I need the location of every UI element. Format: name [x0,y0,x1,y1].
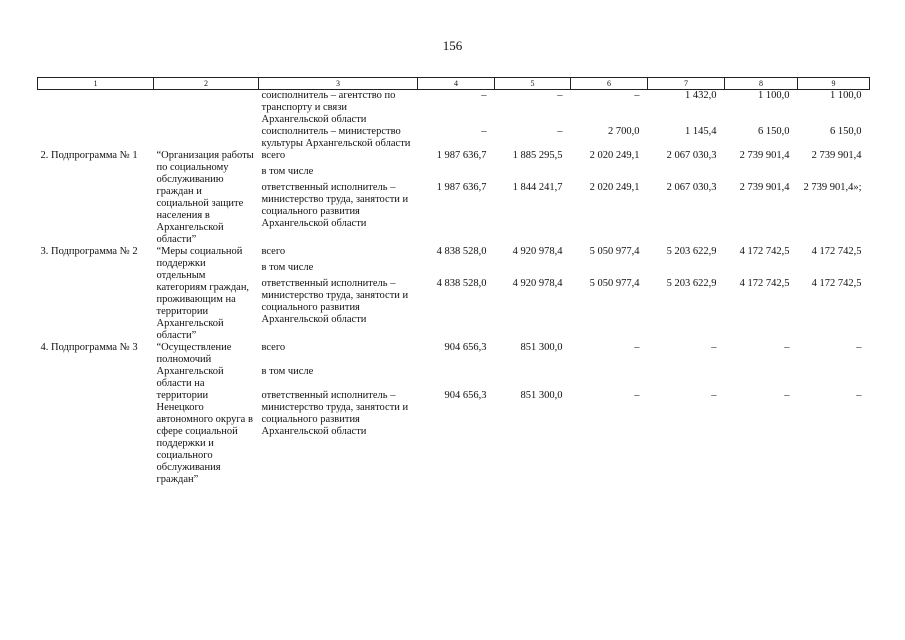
value-cell [418,366,495,390]
program-cell [38,126,154,150]
program-title-cell [154,126,259,150]
value-cell: – [557,126,563,137]
value-cell: 2 739 901,4 [739,182,790,193]
funding-source-cell: ответственный исполнитель – министерство труда, занятости и социального развития Архангельской области [261,182,409,229]
value-cell: 2 020 249,1 [589,182,640,193]
program-cell [38,90,154,127]
value-cell: 4 838 528,0 [436,246,487,257]
value-cell: 851 300,0 [520,390,563,401]
value-cell: 4 172 742,5 [739,278,790,289]
value-cell [571,366,648,390]
value-cell: – [634,90,640,101]
value-cell: 1 987 636,7 [436,150,487,161]
value-cell: 1 844 241,7 [512,182,563,193]
value-cell: 2 739 901,4 [739,150,790,161]
value-cell [798,262,870,278]
value-cell: 1 432,0 [685,90,717,101]
budget-table [37,77,870,486]
value-cell: 5 203 622,9 [666,246,717,257]
value-cell [648,366,725,390]
value-cell: – [634,342,640,353]
value-cell: – [856,390,862,401]
table-header [38,78,870,90]
value-cell: 4 920 978,4 [512,278,563,289]
column-header-6: 6 [571,78,648,90]
value-cell: – [784,390,790,401]
value-cell [725,166,798,182]
funding-source-cell: в том числе [261,366,314,377]
value-cell: 2 067 030,3 [666,150,717,161]
funding-source-cell: всего [261,150,286,161]
value-cell [571,166,648,182]
value-cell [571,262,648,278]
value-cell: 4 920 978,4 [512,246,563,257]
value-cell [495,166,571,182]
value-cell: – [481,126,487,137]
value-cell [418,262,495,278]
funding-source-cell: всего [261,246,286,257]
value-cell: 2 700,0 [608,126,640,137]
value-cell: 6 150,0 [758,126,790,137]
value-cell [418,166,495,182]
table-row [38,342,870,366]
program-title-cell [154,90,259,127]
program-title-cell: “Организация работы по социальному обслуживанию граждан и социальной защите населения в Архангельской области” [156,150,254,245]
table-row [38,246,870,262]
program-cell: 3. Подпрограмма № 2 [40,246,138,257]
column-header-7: 7 [648,78,725,90]
value-cell [648,262,725,278]
value-cell: 6 150,0 [830,126,862,137]
funding-source-cell: соисполнитель – министерство культуры Архангельской области [261,126,411,149]
value-cell: 5 050 977,4 [589,246,640,257]
column-header-5: 5 [495,78,571,90]
table-row [38,126,870,150]
value-cell [725,262,798,278]
column-header-8: 8 [725,78,798,90]
value-cell: 4 172 742,5 [811,278,862,289]
value-cell: – [784,342,790,353]
value-cell [725,366,798,390]
value-cell: 2 739 901,4»; [803,182,862,193]
funding-source-cell: ответственный исполнитель – министерство труда, занятости и социального развития Архангельской области [261,390,409,437]
value-cell: 5 203 622,9 [666,278,717,289]
header-row [38,78,870,90]
funding-source-cell: ответственный исполнитель – министерство труда, занятости и социального развития Архангельской области [261,278,409,325]
value-cell: 1 145,4 [685,126,717,137]
value-cell: 2 067 030,3 [666,182,717,193]
value-cell: – [711,390,717,401]
column-header-3: 3 [259,78,418,90]
value-cell: – [856,342,862,353]
table-row [38,90,870,127]
value-cell [495,262,571,278]
value-cell: 851 300,0 [520,342,563,353]
program-title-cell: “Осуществление полномочий Архангельской области на территории Ненецкого автономного округа в сфере социальной поддержки и социального обслуживания граждан” [156,342,253,485]
column-header-9: 9 [798,78,870,90]
value-cell [798,166,870,182]
value-cell: – [481,90,487,101]
value-cell: – [634,390,640,401]
column-header-4: 4 [418,78,495,90]
value-cell: 904 656,3 [444,390,487,401]
funding-source-cell: соисполнитель – агентство по транспорту и связи Архангельской области [261,90,396,125]
program-cell: 2. Подпрограмма № 1 [40,150,138,161]
value-cell: 4 838 528,0 [436,278,487,289]
value-cell: 1 100,0 [758,90,790,101]
value-cell: – [711,342,717,353]
page-number: 156 [442,38,463,53]
program-cell: 4. Подпрограмма № 3 [40,342,138,353]
table-row [38,150,870,166]
value-cell: 5 050 977,4 [589,278,640,289]
value-cell: 2 020 249,1 [589,150,640,161]
funding-source-cell: в том числе [261,166,314,177]
funding-source-cell: всего [261,342,286,353]
value-cell: 1 987 636,7 [436,182,487,193]
value-cell: – [557,90,563,101]
value-cell: 904 656,3 [444,342,487,353]
value-cell: 4 172 742,5 [739,246,790,257]
program-title-cell: “Меры социальной поддержки отдельным категориям граждан, проживающим на территории Архангельской области” [156,246,250,341]
value-cell: 1 885 295,5 [512,150,563,161]
column-header-2: 2 [154,78,259,90]
value-cell [798,366,870,390]
value-cell: 1 100,0 [830,90,862,101]
value-cell [495,366,571,390]
funding-source-cell: в том числе [261,262,314,273]
table-body [38,90,870,487]
value-cell: 4 172 742,5 [811,246,862,257]
value-cell [648,166,725,182]
column-header-1: 1 [38,78,154,90]
value-cell: 2 739 901,4 [811,150,862,161]
